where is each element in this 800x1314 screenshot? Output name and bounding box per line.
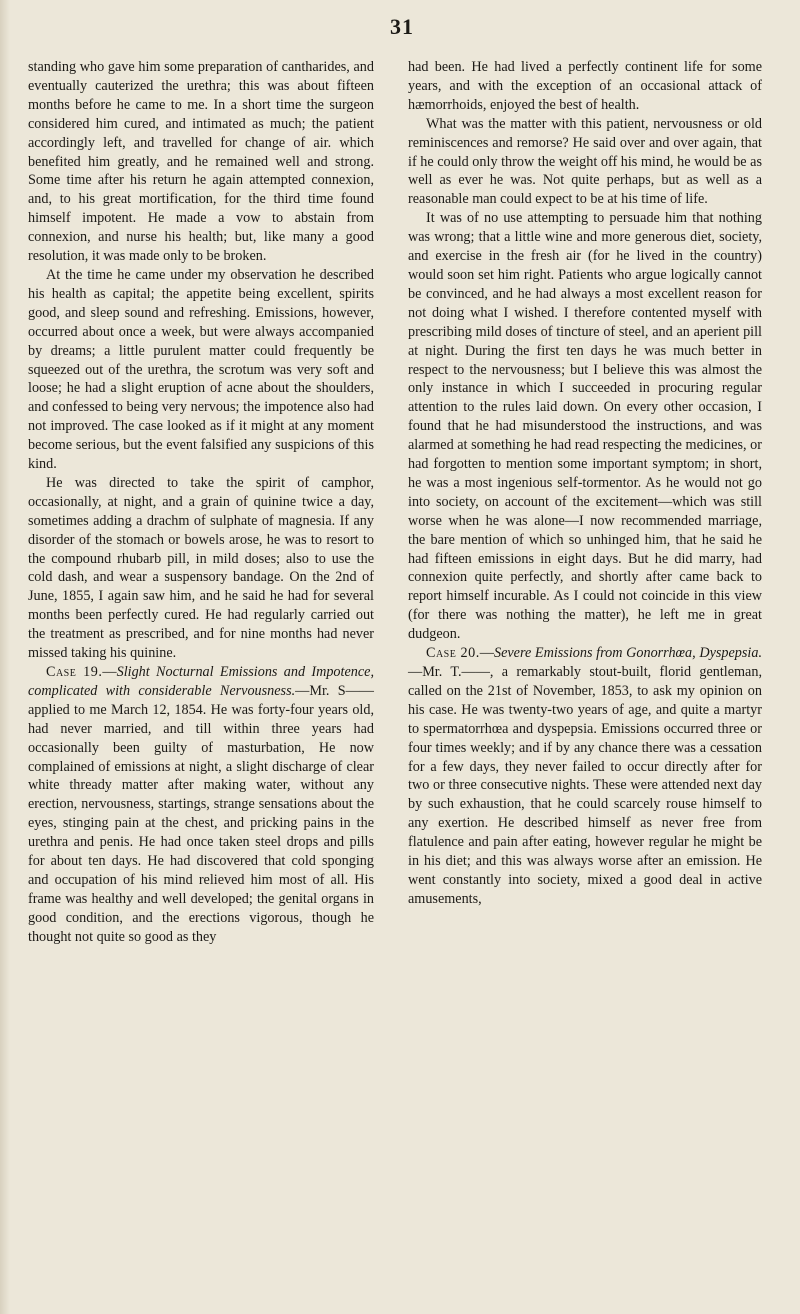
left-column (28, 58, 374, 947)
case-20-text: —Mr. T.——, a remarkably stout-built, florid gentleman, called on the 21st of November, 1853, to ask my opinion on his case. He was twenty-two years of age, and quite a martyr to spermatorrhœa and dyspepsia. Emissions occurred three or four times weekly; and if by any chance there was a cessation for a few days, they never failed to occur directly after for two or three consecutive nights. These were attended next day by such exhaustion, that he could scarcely rouse himself to any exertion. He described himself as never free from flatulence and pain after eating, however regular he might be in his diet; and this was always worse after an emission. He went constantly into society, mixed a good deal in active amusements, (408, 664, 762, 907)
case-19-text: —Mr. S—— applied to me March 12, 1854. He was forty-four years old, had never married, and till within three years had occasionally been guilty of masturbation, He now complained of emissions at night, a slight discharge of clear white thready matter after making water, without any erection, nervousness, startings, strange sensations about the eyes, stinging pain at the chest, and pricking pains in the urethra and penis. He had once taken steel drops and pills for about ten days. He had discovered that cold sponging and occupation of his mind relieved him most of all. His frame was healthy and well developed; the genital organs in good condition, and the erections vigorous, though he thought not quite so good as they (28, 682, 374, 945)
right-paragraph-3: It was of no use attempting to persuade him that nothing was wrong; that a little wine and more generous diet, society, and exercise in the fresh air (for he lived in the country) would soon set him right. Patients who argue logically cannot be convinced, and he had always a most excellent reason for not doing what I wished. I therefore contented myself with prescribing mild doses of tincture of steel, and an aperient pill at night. During the first ten days he was much better in respect to the nervousness; but I believe this was almost the only instance in which I succeeded in procuring regular attention to the rules laid down. On every other occasion, I found that he had misunderstood the instructions, and was alarmed at something he had read respecting the medicines, or had forgotten to mention some important symptom; in short, he was a most ingenious self-tormentor. As he would not go into society, on account of the excitement—which was still worse when he was alone—I now recommended marriage, the bare mention of which so unhinged him, that he said he had fifteen emissions in eight days. But he did marry, had connexion quite perfectly, and shortly after came back to report himself incurable. As I could not coincide in this view (for there was nothing the matter), he left me in great dudgeon. (408, 210, 762, 643)
case-19-dash: — (102, 664, 117, 680)
case-20-title: Severe Emissions from Gonorrhœa, Dyspepsia. (493, 645, 762, 662)
page-number: 31 (390, 14, 414, 39)
case-19-paragraph (28, 663, 374, 947)
left-paragraph-3: He was directed to take the spirit of camphor, occasionally, at night, and a grain of quinine twice a day, sometimes adding a drachm of sulphate of magnesia. If any disorder of the stomach or bowels arose, he was to resort to the compound rhubarb pill, in mild doses; also to use the cold dash, and wear a suspensory bandage. On the 2nd of June, 1855, I again saw him, and he said he had for several months been perfectly cured. He had regularly carried out the treatment as prescribed, and for nine months had never missed taking his quinine. (28, 474, 374, 662)
right-paragraph-2: What was the matter with this patient, nervousness or old reminiscences and remorse? He said over and over again, that if he could only throw the weight off his mind, he would be as well as ever he was. Not quite perhaps, but as well as a reasonable man could expect to be at his time of life. (408, 115, 762, 208)
case-20-label: Case 20. (426, 645, 480, 662)
case-19-title: Slight Nocturnal Emissions and Impotence, complicated with considerable Nervousness. (28, 664, 375, 699)
right-paragraph-1: had been. He had lived a perfectly continent life for some years, and with the exception of an occasional attack of hæmorrhoids, enjoyed the best of health. (408, 59, 762, 113)
left-paragraph-1: standing who gave him some preparation of cantharides, and eventually cauterized the urethra; this was about fifteen months before he came to me. In a short time the surgeon considered him cured, and intimated as much; the patient accordingly left, and travelled for change of air. which benefited him greatly, and he remained well and strong. Some time after his return he again attempted connexion, and, to his great mortification, for the third time found himself impotent. He made a vow to abstain from connexion, and nurse his health; but, like many a good resolution, it was made only to be broken. (28, 59, 374, 265)
page-edge-shadow (0, 0, 10, 1314)
case-19-label: Case 19. (46, 664, 103, 680)
case-20-dash: — (479, 645, 494, 662)
left-paragraph-2: At the time he came under my observation he described his health as capital; the appetite being excellent, spirits good, and sleep sound and refreshing. Emissions, however, occurred about once a week, but were always accompanied by dreams; a little purulent matter could frequently be squeezed out of the urethra, the scrotum was very soft and loose; he had a slight eruption of acne about the shoulders, and confessed to being very nervous; the impotence also had not improved. The case looked as if it might at any moment become serious, but the event falsified any suspicions of this kind. (28, 266, 374, 473)
right-column (408, 58, 762, 909)
case-20-paragraph (408, 644, 762, 909)
